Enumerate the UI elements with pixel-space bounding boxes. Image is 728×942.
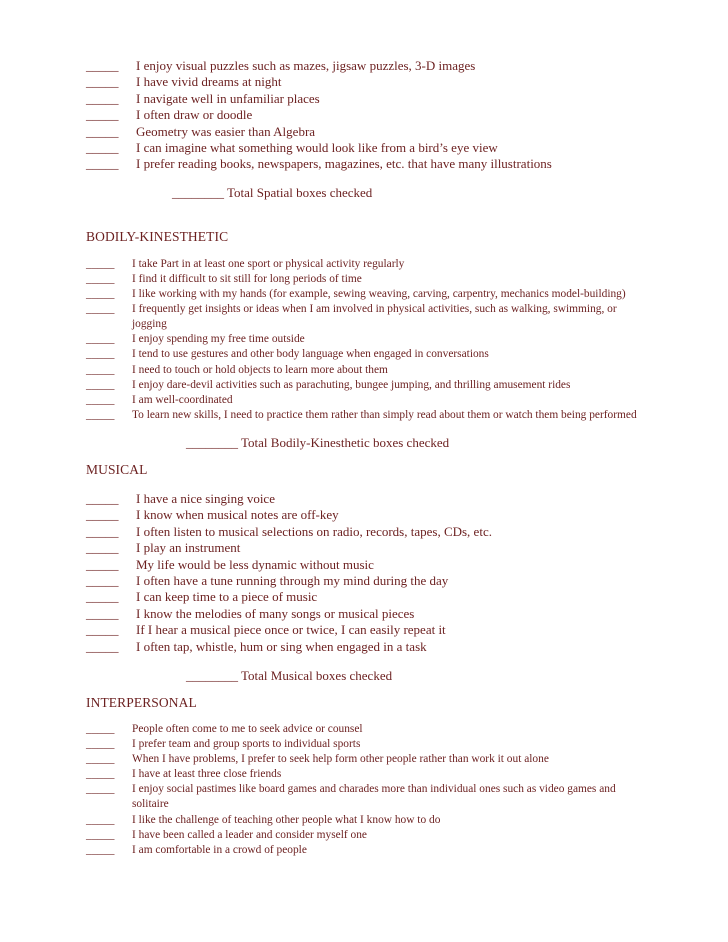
checklist-item: [86, 272, 686, 287]
checklist-item: [86, 557, 686, 573]
answer-blank[interactable]: _____: [86, 638, 119, 654]
checklist-item-text: I have vivid dreams at night: [136, 74, 282, 90]
answer-blank[interactable]: _____: [86, 107, 119, 123]
answer-blank[interactable]: _____: [86, 408, 115, 421]
checklist-item: [86, 540, 686, 556]
answer-blank[interactable]: _____: [86, 123, 119, 139]
checklist-item: [86, 287, 686, 302]
checklist-item-text: I find it difficult to sit still for long periods of time: [132, 272, 362, 285]
bodily-kinesthetic-checklist: [86, 257, 686, 423]
checklist-item-text: I like the challenge of teaching other people what I know how to do: [132, 813, 441, 826]
answer-blank[interactable]: _____: [86, 363, 115, 376]
spatial-total-blank[interactable]: ________: [172, 184, 224, 200]
checklist-item-text: I like working with my hands (for example, sewing weaving, carving, carpentry, mechanics model-building): [132, 288, 626, 301]
answer-blank[interactable]: _____: [86, 828, 115, 841]
checklist-item: [86, 378, 686, 393]
checklist-item-text: My life would be less dynamic without music: [136, 556, 374, 572]
checklist-item-text: I enjoy visual puzzles such as mazes, jigsaw puzzles, 3-D images: [136, 58, 476, 73]
answer-blank[interactable]: _____: [86, 843, 115, 856]
answer-blank[interactable]: _____: [86, 622, 119, 638]
answer-blank[interactable]: _____: [86, 738, 115, 751]
checklist-item-text: I need to touch or hold objects to learn more about them: [132, 363, 388, 376]
checklist-item: [86, 124, 686, 140]
interpersonal-heading: INTERPERSONAL: [86, 694, 197, 710]
answer-blank[interactable]: _____: [86, 589, 119, 605]
checklist-item: [86, 257, 686, 272]
checklist-item: [86, 156, 686, 172]
checklist-item: [86, 140, 686, 156]
checklist-item: [86, 302, 686, 332]
checklist-item: [86, 782, 686, 812]
checklist-item: [86, 737, 686, 752]
checklist-item: [86, 107, 686, 123]
spatial-total-label: Total Spatial boxes checked: [227, 184, 373, 200]
checklist-item: [86, 408, 686, 423]
checklist-item-text: I play an instrument: [136, 540, 241, 556]
checklist-item: [86, 524, 686, 540]
answer-blank[interactable]: _____: [86, 540, 119, 556]
checklist-item-text: When I have problems, I prefer to seek help form other people rather than work it out alone: [132, 753, 549, 766]
answer-blank[interactable]: _____: [86, 140, 119, 156]
checklist-item-text: If I hear a musical piece once or twice, I can easily repeat it: [136, 622, 446, 638]
bodily-kinesthetic-heading: BODILY-KINESTHETIC: [86, 228, 229, 244]
checklist-item-text: I navigate well in unfamiliar places: [136, 90, 320, 106]
checklist-item: [86, 507, 686, 523]
checklist-item: [86, 393, 686, 408]
checklist-item-text: I can imagine what something would look like from a bird’s eye view: [136, 140, 498, 156]
checklist-item-text: I often listen to musical selections on radio, records, tapes, CDs, etc.: [136, 523, 492, 539]
checklist-item-text: I know when musical notes are off-key: [136, 507, 339, 523]
checklist-item-text: I know the melodies of many songs or musical pieces: [136, 605, 415, 621]
checklist-item-text: I often tap, whistle, hum or sing when engaged in a task: [136, 638, 427, 654]
checklist-item: [86, 573, 686, 589]
answer-blank[interactable]: _____: [86, 303, 115, 316]
checklist-item: [86, 813, 686, 828]
checklist-item: [86, 828, 686, 843]
checklist-item-text: To learn new skills, I need to practice them rather than simply read about them or watch them being performed: [132, 408, 637, 421]
checklist-item: [86, 767, 686, 782]
answer-blank[interactable]: _____: [86, 605, 119, 621]
checklist-item-text: Geometry was easier than Algebra: [136, 123, 316, 139]
checklist-item-text: I take Part in at least one sport or physical activity regularly: [132, 257, 405, 270]
checklist-item-text: I enjoy dare-devil activities such as parachuting, bungee jumping, and thrilling amusement rides: [132, 378, 571, 391]
answer-blank[interactable]: _____: [86, 156, 119, 172]
checklist-item-text: I enjoy spending my free time outside: [132, 333, 305, 346]
checklist-item-text: I can keep time to a piece of music: [136, 589, 318, 605]
checklist-item-text: I enjoy social pastimes like board games and charades more than individual ones such as video games and solitaire: [132, 783, 616, 811]
answer-blank[interactable]: _____: [86, 783, 115, 796]
checklist-item: [86, 752, 686, 767]
checklist-item-text: I am well-coordinated: [132, 393, 233, 406]
musical-total-label: Total Musical boxes checked: [241, 667, 393, 683]
checklist-item-text: I prefer reading books, newspapers, magazines, etc. that have many illustrations: [136, 156, 552, 172]
answer-blank[interactable]: _____: [86, 393, 115, 406]
checklist-item: [86, 74, 686, 90]
checklist-item-text: I have a nice singing voice: [136, 490, 275, 506]
spatial-total: [86, 185, 686, 201]
answer-blank[interactable]: _____: [86, 572, 119, 588]
checklist-item-text: I have at least three close friends: [132, 768, 282, 781]
answer-blank[interactable]: _____: [86, 288, 115, 301]
bodily-total-label: Total Bodily-Kinesthetic boxes checked: [241, 434, 450, 450]
answer-blank[interactable]: _____: [86, 74, 119, 90]
questionnaire-page: [86, 58, 686, 858]
checklist-item: [86, 606, 686, 622]
musical-checklist: [86, 491, 686, 655]
answer-blank[interactable]: _____: [86, 813, 115, 826]
checklist-item: [86, 722, 686, 737]
answer-blank[interactable]: _____: [86, 272, 115, 285]
bodily-total-blank[interactable]: ________: [186, 434, 238, 450]
checklist-item: [86, 332, 686, 347]
bodily-kinesthetic-total: [86, 435, 686, 451]
interpersonal-checklist: [86, 722, 686, 858]
answer-blank[interactable]: _____: [86, 333, 115, 346]
checklist-item-text: I am comfortable in a crowd of people: [132, 843, 307, 856]
checklist-item: [86, 347, 686, 362]
checklist-item: [86, 58, 686, 74]
checklist-item-text: I frequently get insights or ideas when I am involved in physical activities, such as walking, swimming, or jogging: [132, 303, 617, 331]
checklist-item-text: I tend to use gestures and other body language when engaged in conversations: [132, 348, 489, 361]
checklist-item: [86, 363, 686, 378]
answer-blank[interactable]: _____: [86, 490, 119, 506]
answer-blank[interactable]: _____: [86, 257, 115, 270]
checklist-item-text: I prefer team and group sports to individual sports: [132, 738, 361, 751]
musical-total: [86, 668, 686, 684]
answer-blank[interactable]: _____: [86, 348, 115, 361]
checklist-item: [86, 639, 686, 655]
checklist-item: [86, 91, 686, 107]
checklist-item-text: I often draw or doodle: [136, 107, 253, 123]
answer-blank[interactable]: _____: [86, 556, 119, 572]
checklist-item: [86, 622, 686, 638]
musical-total-blank[interactable]: ________: [186, 667, 238, 683]
checklist-item: [86, 843, 686, 858]
musical-heading: MUSICAL: [86, 461, 148, 477]
checklist-item-text: People often come to me to seek advice or counsel: [132, 722, 363, 735]
answer-blank[interactable]: _____: [86, 90, 119, 106]
answer-blank[interactable]: _____: [86, 378, 115, 391]
checklist-item-text: I have been called a leader and consider myself one: [132, 828, 367, 841]
answer-blank[interactable]: _____: [86, 753, 115, 766]
answer-blank[interactable]: _____: [86, 523, 119, 539]
answer-blank[interactable]: _____: [86, 58, 119, 73]
answer-blank[interactable]: _____: [86, 768, 115, 781]
spatial-checklist: [86, 58, 686, 173]
checklist-item: [86, 491, 686, 507]
checklist-item-text: I often have a tune running through my mind during the day: [136, 572, 449, 588]
answer-blank[interactable]: _____: [86, 507, 119, 523]
checklist-item: [86, 589, 686, 605]
answer-blank[interactable]: _____: [86, 722, 115, 735]
